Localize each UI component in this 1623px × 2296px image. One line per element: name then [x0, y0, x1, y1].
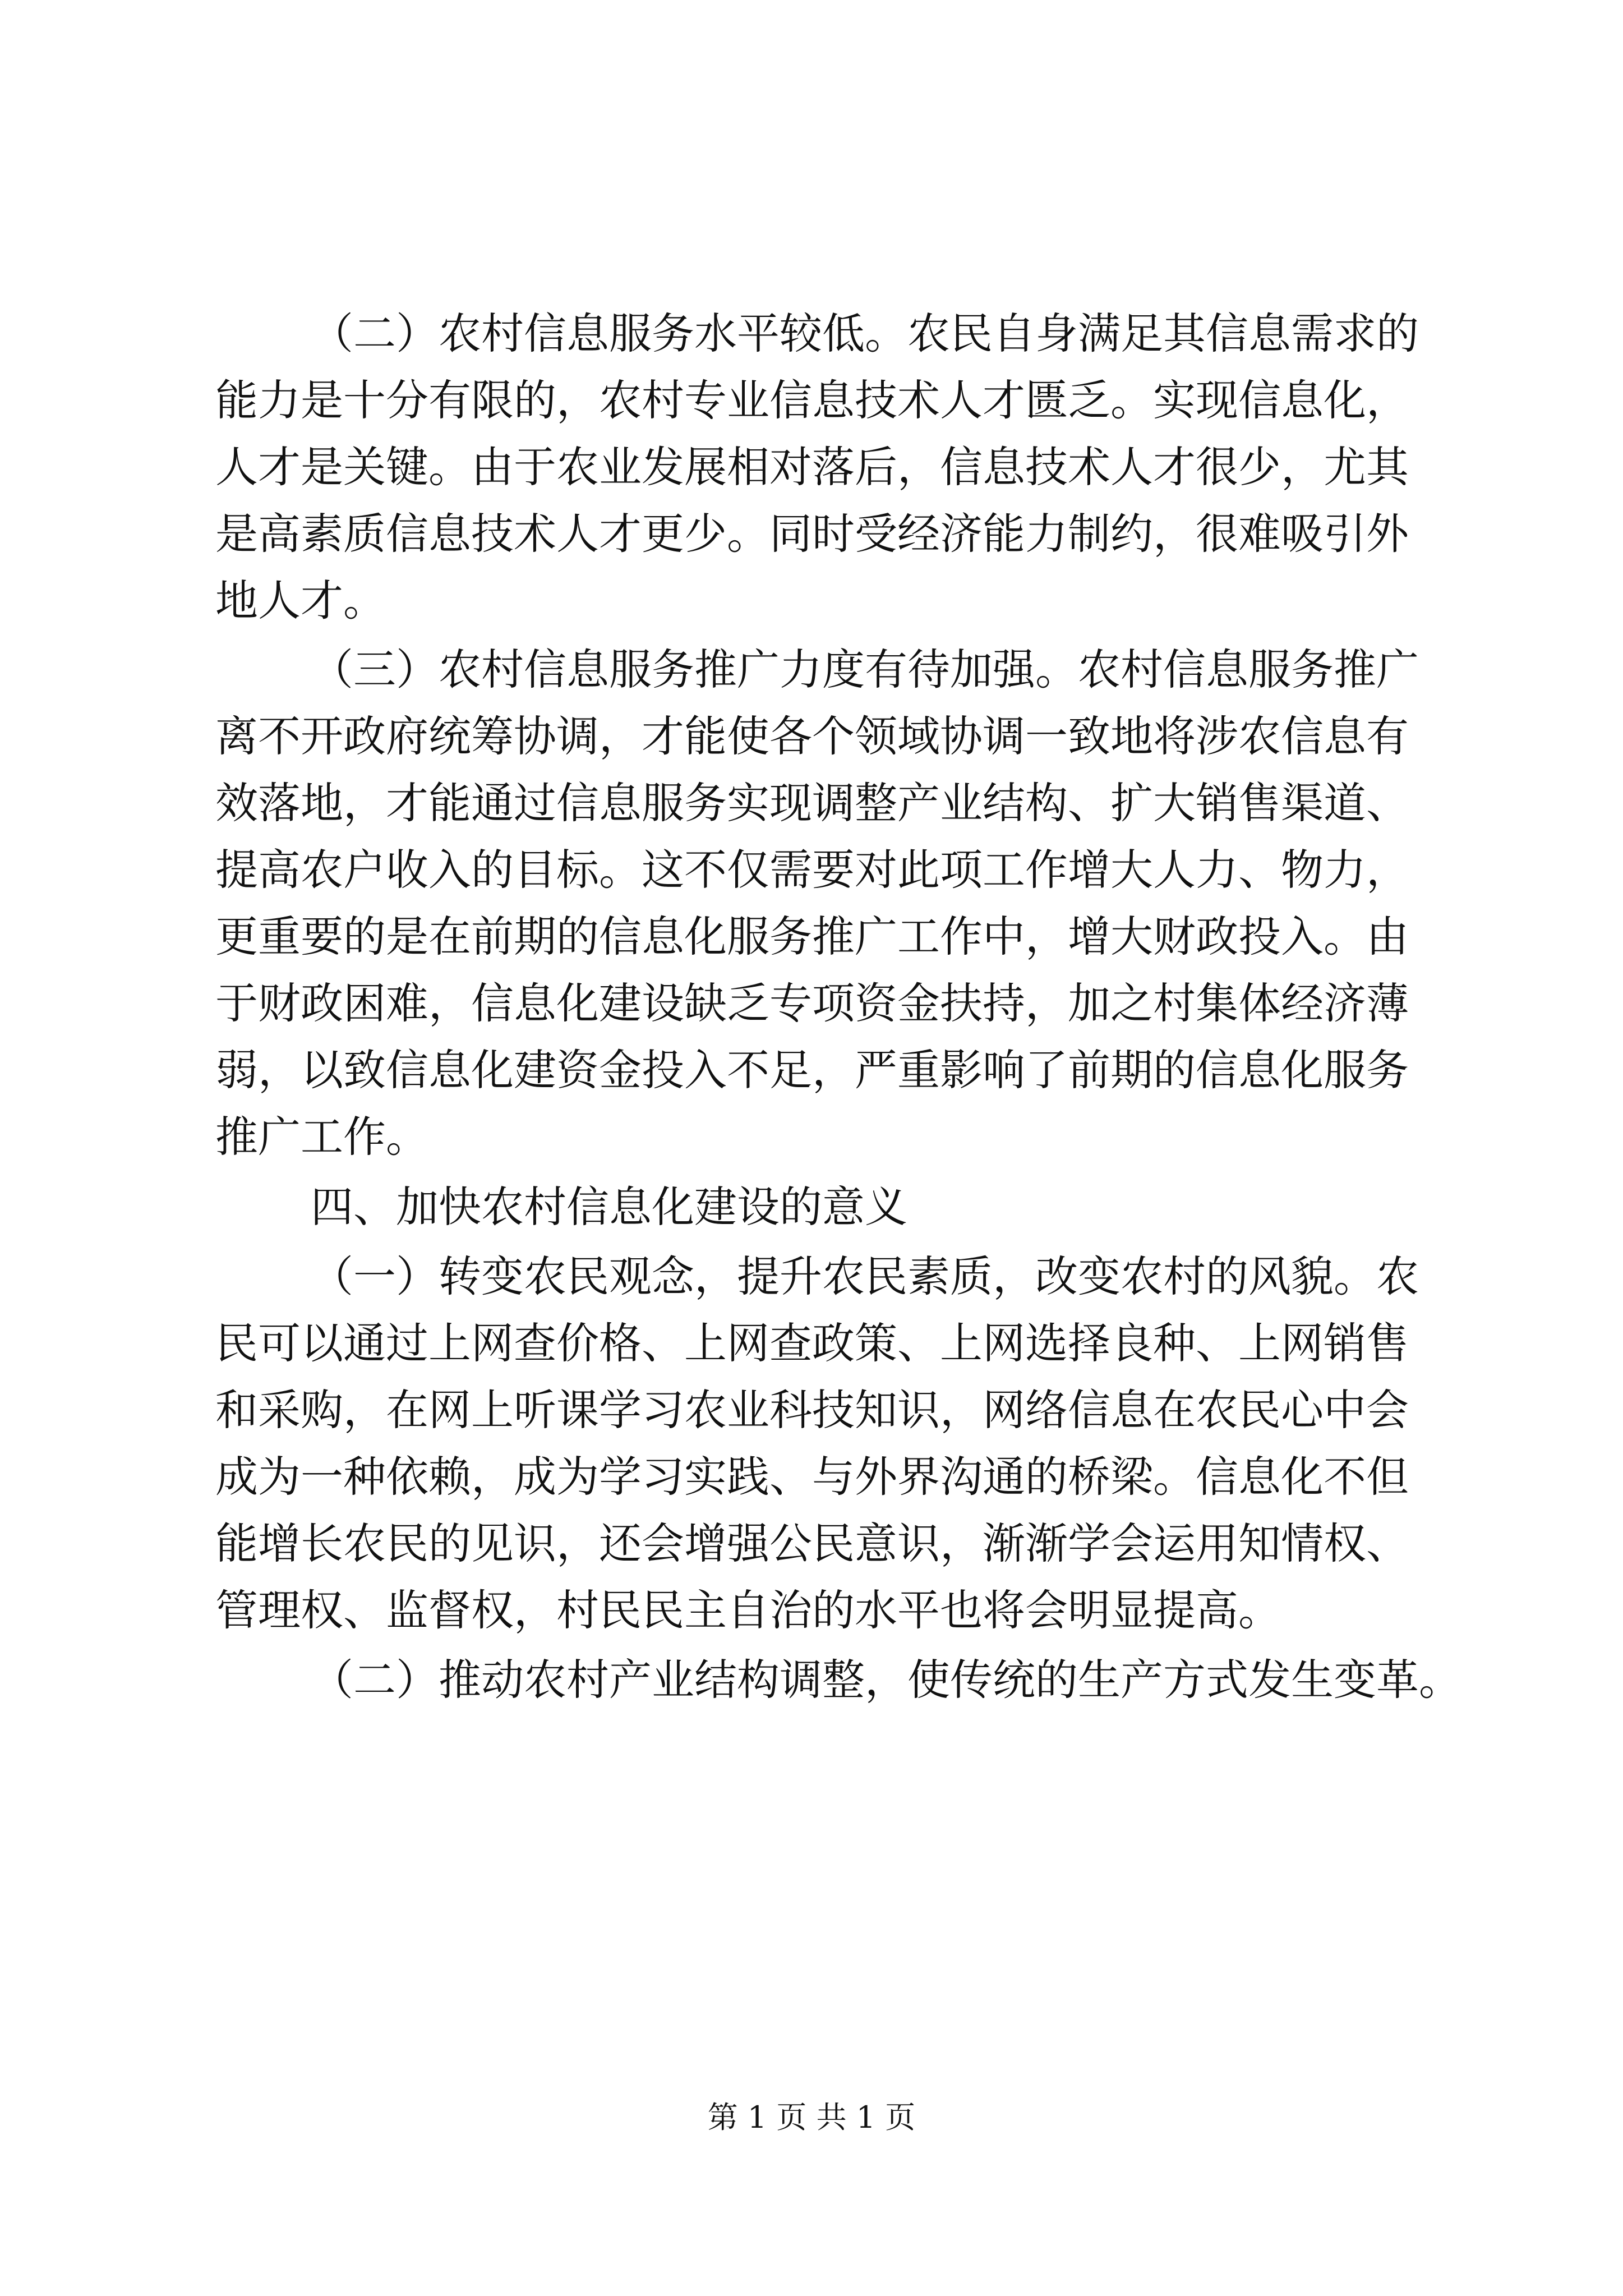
paragraph-4-line-6: 管理权、监督权，村民民主自治的水平也将会明显提高。: [215, 1585, 1281, 1635]
paragraph-3-line-4: 提高农户收入的目标。这不仅需要对此项工作增大人力、物力，: [215, 845, 1409, 895]
paragraph-2-line-2: 能力是十分有限的，农村专业信息技术人才匮乏。实现信息化，: [215, 375, 1409, 425]
paragraph-3-line-1: （三）农村信息服务推广力度有待加强。农村信息服务推广: [311, 645, 1419, 694]
paragraph-3-line-5: 更重要的是在前期的信息化服务推广工作中，增大财政投入。由: [215, 912, 1409, 961]
paragraph-5-line-1: （二）推动农村产业结构调整，使传统的生产方式发生变革。: [311, 1655, 1461, 1705]
paragraph-3-line-2: 离不开政府统筹协调，才能使各个领域协调一致地将涉农信息有: [215, 711, 1409, 761]
paragraph-3-line-7: 弱，以致信息化建资金投入不足，严重影响了前期的信息化服务: [215, 1045, 1409, 1095]
paragraph-3-line-8: 推广工作。: [215, 1112, 428, 1162]
paragraph-4-line-1: （一）转变农民观念，提升农民素质，改变农村的风貌。农: [311, 1251, 1419, 1301]
paragraph-4-line-3: 和采购，在网上听课学习农业科技知识，网络信息在农民心中会: [215, 1385, 1409, 1435]
paragraph-2-line-4: 是高素质信息技术人才更少。同时受经济能力制约，很难吸引外: [215, 509, 1409, 559]
paragraph-4-line-2: 民可以通过上网查价格、上网查政策、上网选择良种、上网销售: [215, 1318, 1409, 1368]
paragraph-2-line-5: 地人才。: [215, 576, 386, 625]
paragraph-3-line-6: 于财政困难，信息化建设缺乏专项资金扶持，加之村集体经济薄: [215, 978, 1409, 1028]
paragraph-3-line-3: 效落地，才能通过信息服务实现调整产业结构、扩大销售渠道、: [215, 778, 1409, 828]
paragraph-4-line-5: 能增长农民的见识，还会增强公民意识，渐渐学会运用知情权、: [215, 1519, 1409, 1568]
section-heading: 四、加快农村信息化建设的意义: [311, 1182, 907, 1232]
paragraph-2-line-1: （二）农村信息服务水平较低。农民自身满足其信息需求的: [311, 309, 1419, 358]
paragraph-4-line-4: 成为一种依赖，成为学习实践、与外界沟通的桥梁。信息化不但: [215, 1452, 1409, 1502]
page-footer: 第 1 页 共 1 页: [707, 2100, 916, 2135]
paragraph-2-line-3: 人才是关键。由于农业发展相对落后，信息技术人才很少，尤其: [215, 442, 1409, 492]
